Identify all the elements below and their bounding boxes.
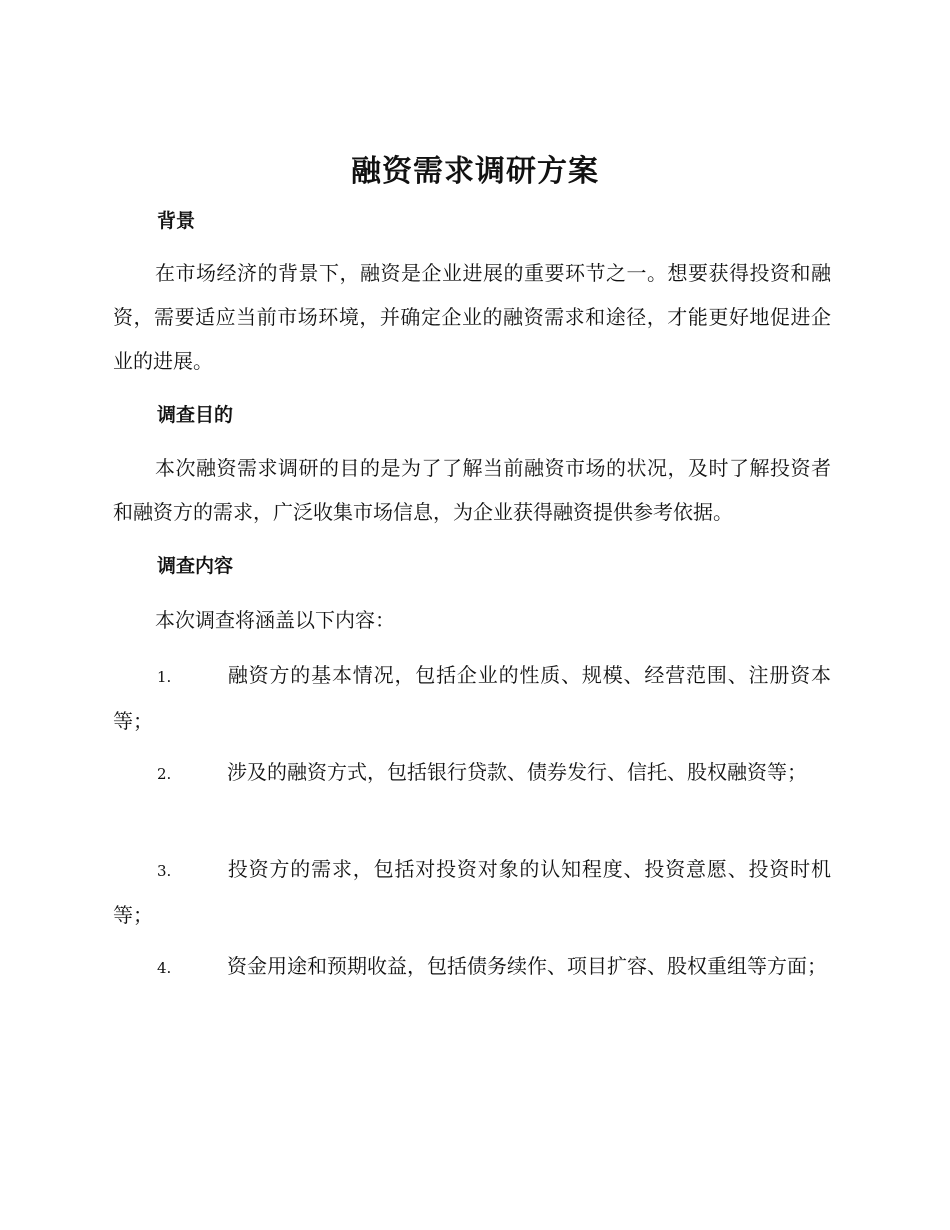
list-item-text: 涉及的融资方式，包括银行贷款、债券发行、信托、股权融资等； (227, 760, 807, 784)
list-item-text: 投资方的需求，包括对投资对象的认知程度、投资意愿、投资时机等； (113, 857, 831, 927)
list-item-text: 融资方的基本情况，包括企业的性质、规模、经营范围、注册资本等； (113, 663, 831, 733)
list-item (113, 944, 831, 990)
section-body-content: 本次调查将涵盖以下内容： (155, 608, 395, 632)
section-heading-background: 背景 (157, 210, 196, 232)
list-item-number: 4. (157, 959, 172, 977)
section-heading-purpose: 调查目的 (157, 404, 234, 426)
list-item-number: 2. (157, 765, 172, 783)
list-item (113, 750, 831, 796)
section-body-background: 在市场经济的背景下，融资是企业进展的重要环节之一。想要获得投资和融资，需要适应当前市场环境，并确定企业的融资需求和途径，才能更好地促进企业的进展。 (113, 261, 831, 373)
list-item (113, 653, 831, 743)
document-title: 融资需求调研方案 (351, 154, 599, 189)
list-item-number: 1. (157, 668, 172, 686)
list-item (113, 847, 831, 937)
section-body-purpose: 本次融资需求调研的目的是为了了解当前融资市场的状况，及时了解投资者和融资方的需求，广泛收集市场信息，为企业获得融资提供参考依据。 (113, 456, 831, 524)
list-item-text: 资金用途和预期收益，包括债务续作、项目扩容、股权重组等方面； (227, 954, 827, 978)
section-heading-content: 调查内容 (157, 555, 234, 577)
list-item-number: 3. (157, 862, 172, 880)
